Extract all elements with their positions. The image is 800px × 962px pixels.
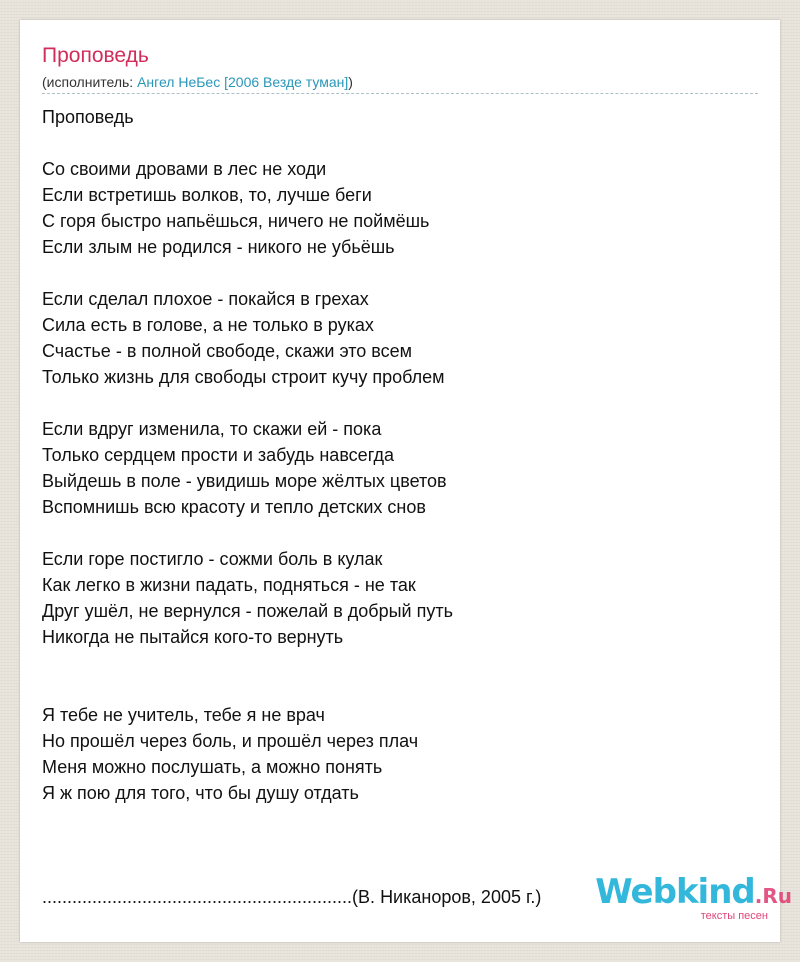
lyrics-body bbox=[42, 104, 758, 806]
lyric-line: Счастье - в полной свободе, скажи это всем bbox=[42, 341, 413, 361]
song-meta bbox=[42, 73, 758, 94]
lyric-line: Со своими дровами в лес не ходи bbox=[42, 159, 327, 179]
lyrics-heading: Проповедь bbox=[42, 107, 134, 127]
logo-brand: Webkind bbox=[595, 872, 755, 912]
album-link[interactable]: [2006 Везде туман] bbox=[224, 74, 349, 90]
stanza-gap bbox=[42, 260, 758, 286]
stanza-gap bbox=[42, 390, 758, 416]
lyric-line: Если горе постигло - сожми боль в кулак bbox=[42, 549, 383, 569]
meta-prefix: (исполнитель: bbox=[42, 74, 138, 90]
lyric-line: Я ж пою для того, что бы душу отдать bbox=[42, 783, 359, 803]
lyric-line: Друг ушёл, не вернулся - пожелай в добрый путь bbox=[42, 601, 453, 621]
stanza-gap bbox=[42, 520, 758, 546]
stanza-gap bbox=[42, 676, 758, 702]
lyric-line: Выйдешь в поле - увидишь море жёлтых цветов bbox=[42, 471, 447, 491]
lyric-line: Но прошёл через боль, и прошёл через плач bbox=[42, 731, 419, 751]
song-title: Проповедь bbox=[42, 44, 149, 67]
lyrics-card bbox=[20, 20, 780, 942]
logo-tld: .Ru bbox=[754, 884, 792, 908]
lyric-line: С горя быстро напьёшься, ничего не поймёшь bbox=[42, 211, 430, 231]
lyric-line: Никогда не пытайся кого-то вернуть bbox=[42, 627, 344, 647]
logo-tagline: тексты песен bbox=[700, 910, 768, 922]
lyric-line: Меня можно послушать, а можно понять bbox=[42, 757, 383, 777]
lyric-line: Если вдруг изменила, то скажи ей - пока bbox=[42, 419, 382, 439]
meta-suffix: ) bbox=[348, 74, 353, 90]
lyric-line: Если злым не родился - никого не убьёшь bbox=[42, 237, 395, 257]
lyric-line: Как легко в жизни падать, подняться - не так bbox=[42, 575, 416, 595]
lyrics-signature: ..............................................................(В. Никаноров, 2005 г.) bbox=[42, 887, 542, 907]
stanza-gap bbox=[42, 650, 758, 676]
lyric-line: Если сделал плохое - покайся в грехах bbox=[42, 289, 369, 309]
lyric-line: Сила есть в голове, а не только в руках bbox=[42, 315, 374, 335]
lyric-line: Вспомнишь всю красоту и тепло детских снов bbox=[42, 497, 426, 517]
lyric-line: Я тебе не учитель, тебе я не врач bbox=[42, 705, 325, 725]
artist-link[interactable]: Ангел НеБес bbox=[137, 74, 221, 90]
stanza-gap bbox=[42, 130, 758, 156]
lyric-line: Только жизнь для свободы строит кучу проблем bbox=[42, 367, 445, 387]
lyric-line: Если встретишь волков, то, лучше беги bbox=[42, 185, 372, 205]
lyric-line: Только сердцем прости и забудь навсегда bbox=[42, 445, 394, 465]
